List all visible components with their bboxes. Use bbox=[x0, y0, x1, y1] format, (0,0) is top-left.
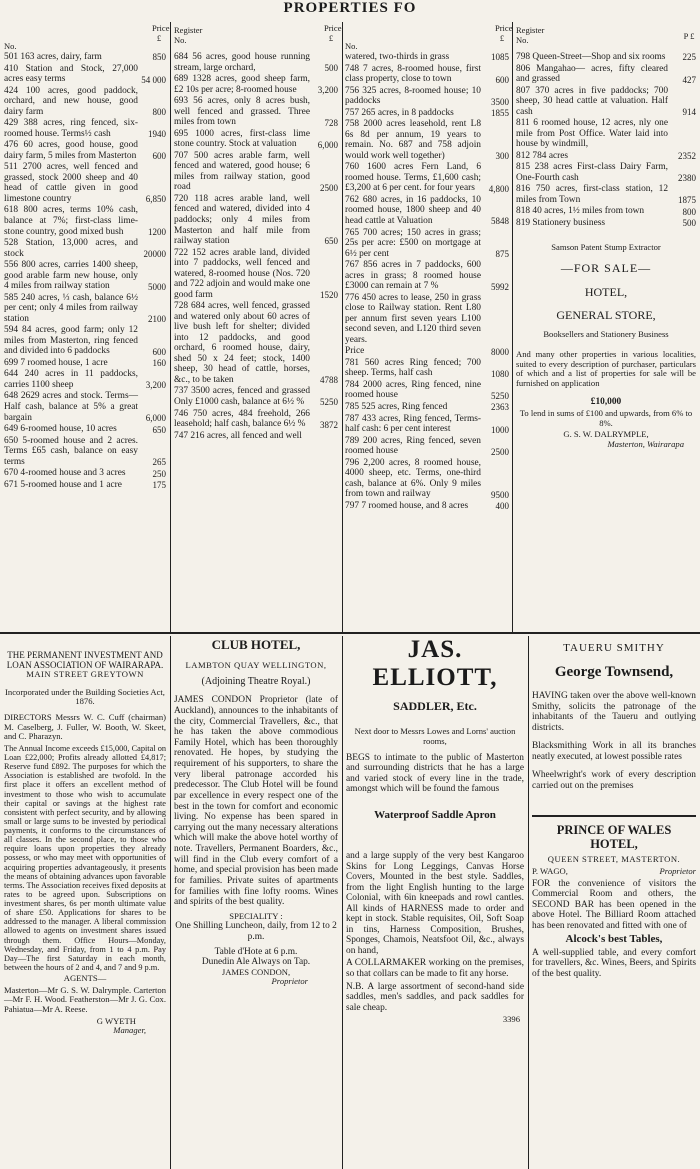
property-description: 500 acres arable farm, well fenced and watered, good house; 6 miles from railway station, good road bbox=[174, 150, 310, 193]
property-price: 5848 bbox=[491, 216, 509, 227]
property-number: 650 bbox=[4, 435, 19, 446]
property-item bbox=[516, 64, 696, 85]
property-price: 20000 bbox=[143, 249, 166, 260]
column-rule bbox=[512, 22, 513, 632]
property-price: 175 bbox=[152, 480, 166, 491]
hotel-alcock: Alcock's best Tables, bbox=[565, 933, 663, 946]
property-price: 2500 bbox=[320, 182, 338, 193]
ad-adjoining: (Adjoining Theatre Royal.) bbox=[201, 676, 311, 688]
property-item bbox=[516, 118, 696, 150]
col-no-header: Register No. bbox=[174, 25, 203, 45]
hotel-title: PRINCE OF WALES HOTEL, bbox=[556, 823, 672, 852]
property-description: 7 roomed house, and 8 acres bbox=[361, 500, 469, 511]
property-description: 2000 acres, Ring fenced, nine roomed house bbox=[345, 379, 482, 401]
property-description: 240 acres in 11 paddocks, carries 1100 sheep bbox=[4, 369, 139, 390]
property-price: 5000 bbox=[148, 281, 166, 292]
property-number: 781 bbox=[345, 357, 360, 368]
property-number: 699 bbox=[4, 357, 19, 368]
property-price: 650 bbox=[324, 236, 338, 247]
property-price: 2352 bbox=[678, 151, 696, 162]
property-price: 400 bbox=[495, 501, 509, 512]
property-price: 800 bbox=[682, 206, 696, 217]
col-no-header: No. bbox=[4, 41, 17, 51]
property-description: 7 acres, 8-roomed house, first class property, close to town bbox=[345, 63, 481, 85]
col-price-header: Price £ bbox=[495, 23, 513, 43]
property-number: 649 bbox=[4, 424, 19, 435]
property-price: 850 bbox=[152, 52, 166, 63]
property-item bbox=[345, 380, 509, 401]
property-number: 501 bbox=[4, 52, 19, 62]
ad-speciality: One Shilling Luncheon, daily, from 12 to 2 p.m. bbox=[175, 921, 337, 943]
property-description: Price bbox=[345, 346, 365, 357]
property-description: 680 acres, in 16 paddocks, 10 roomed house, 1800 sheep and 40 head cattle at Valuation bbox=[345, 194, 481, 226]
property-item bbox=[345, 346, 509, 357]
property-number: 689 bbox=[174, 74, 189, 85]
property-number: 748 bbox=[345, 63, 360, 74]
col-no-header: Register No. bbox=[516, 25, 545, 45]
proprietor-role: Proprietor bbox=[659, 865, 696, 876]
property-number: 776 bbox=[345, 292, 360, 303]
property-description: 240 acres, ⅓ cash, balance 6½ per cent; only 4 miles from railway station bbox=[4, 292, 138, 324]
property-price: 300 bbox=[495, 151, 509, 162]
col-price-header: P £ bbox=[683, 31, 695, 41]
ad-directors: DIRECTORS Messrs W. C. Cuff (chairman) M. Caselberg, J. Fuller, W. Booth, W. Skeet, and C. Pharazyn. bbox=[4, 712, 166, 742]
col-price-header: Price £ bbox=[324, 23, 342, 43]
property-item bbox=[4, 162, 166, 204]
hotel-proprietor bbox=[532, 867, 696, 877]
property-number: 787 bbox=[345, 413, 360, 424]
booksellers-text: Booksellers and Stationery Business bbox=[543, 329, 669, 340]
ad-signer-role: Proprietor bbox=[271, 976, 308, 987]
other-properties-text: And many other properties in various localities, suited to every description of purchaser, particulars of which and a list of properties for sale will be furnished on application bbox=[516, 349, 696, 388]
ad-signer: JAMES CONDON, bbox=[221, 966, 291, 977]
hotel-address: QUEEN STREET, MASTERTON. bbox=[547, 854, 681, 865]
property-item bbox=[345, 293, 509, 346]
property-number: 720 bbox=[174, 193, 189, 204]
property-description: 265 acres, in 8 paddocks bbox=[361, 107, 454, 118]
property-item bbox=[4, 480, 166, 491]
ad-collarmaker: A COLLARMAKER working on the premises, so that collars can be made to fit any horse. bbox=[346, 958, 524, 979]
listings-column-3 bbox=[345, 18, 513, 512]
property-number: 806 bbox=[516, 63, 531, 74]
property-number: 789 bbox=[345, 435, 360, 446]
property-description: 5-roomed house and 2 acres. Terms £65 cash, balance on easy terms bbox=[4, 435, 138, 467]
ad-body: and a large supply of the very best Kangaroo Skins for Long Leggings, Canvas Horse Covers, Mounted in the best style. Saddles, from the light English hunting to the large Colonial, with 6in kneepads and rowl cantles. All kinds of HARNESS made to order and kept in stock. Stable requisites, Oil, Soft Soap in tins, Harness Composition, Brushes, Sponges, Chamois, Neatsfoot Oil, &c., always on hand, bbox=[346, 851, 524, 956]
property-number: 767 bbox=[345, 260, 360, 271]
property-number: 695 bbox=[174, 128, 189, 139]
ad-agents: Masterton—Mr G. S. W. Dalrymple. Carterton—Mr F. H. Wood. Featherston—Mr J. G. Cox. Pahiatua—Mr A. Reese. bbox=[4, 984, 166, 1014]
property-item bbox=[516, 162, 696, 183]
property-price: 5250 bbox=[491, 390, 509, 401]
property-item bbox=[174, 248, 338, 301]
property-item bbox=[4, 118, 166, 139]
hotel-body-2: A well-supplied table, and every comfort for travellers, &c. Wines, Beers, and Spirits of the best quality. bbox=[532, 947, 696, 979]
property-item bbox=[4, 205, 166, 237]
property-item bbox=[345, 108, 509, 119]
property-number: 670 bbox=[4, 468, 19, 479]
listings-column-1 bbox=[4, 18, 170, 491]
property-description: Mangahao— acres, fifty cleared and grassed bbox=[516, 63, 668, 85]
column-rule bbox=[342, 22, 343, 632]
hotel-body: FOR the convenience of visitors the Commercial Room and others, the SECOND BAR has been opened in the above Hotel. The Billiard Room attached has been renovated and fitted with one of bbox=[532, 878, 696, 931]
property-number: 784 bbox=[345, 379, 360, 390]
ad-next-door: Next door to Messrs Lowes and Lorns' auction rooms, bbox=[354, 726, 516, 747]
property-item bbox=[174, 96, 338, 128]
investment-association-ad bbox=[4, 636, 166, 1166]
property-description: 216 acres, all fenced and well bbox=[190, 430, 302, 441]
column-rule bbox=[170, 22, 171, 632]
property-description: 2000 acres leasehold, rent L8 6s 8d per annum, 19 years to remain. No. 687 and 758 adjoin would work well together) bbox=[345, 119, 482, 161]
listings-column-2 bbox=[174, 18, 342, 442]
property-item bbox=[345, 64, 509, 85]
column-rule bbox=[170, 636, 171, 1169]
property-description: 370 acres in five paddocks; 700 sheep, 30 head cattle at valuation. Half cash bbox=[516, 85, 669, 117]
property-description: 2700 acres, well fenced and grassed, stock 2000 sheep and 40 head of cattle given in good limestone country bbox=[4, 162, 138, 204]
property-number: 476 bbox=[4, 140, 19, 151]
property-description: 60 acres, good house, good dairy farm, 5 miles from Masterton bbox=[4, 140, 138, 161]
ad-nb: N.B. A large assortment of second-hand side saddles, men's saddles, and pack saddles for sale cheap. bbox=[346, 981, 524, 1013]
property-price: 8000 bbox=[491, 346, 509, 357]
property-description: 525 acres, Ring fenced bbox=[361, 402, 448, 412]
property-item bbox=[4, 468, 166, 479]
property-description: 1600 acres Fern Land, 6 roomed house. Terms, £1,600 cash; £3,200 at 6 per cent. for four years bbox=[345, 162, 482, 194]
property-number: 728 bbox=[174, 301, 189, 312]
property-price: 1000 bbox=[491, 424, 509, 435]
property-price: 6,000 bbox=[145, 412, 166, 423]
property-description: 856 acres in 7 paddocks, 600 acres in grass; 8 roomed house £3000 can remain at 7 % bbox=[345, 260, 481, 292]
property-item bbox=[345, 458, 509, 500]
property-price: 3,200 bbox=[145, 380, 166, 391]
property-description: 84 acres, good farm; only 12 miles from Masterton, ring fenced and divided into 6 paddocks bbox=[4, 325, 138, 357]
property-number: 819 bbox=[516, 217, 531, 228]
ad-agents-heading: AGENTS— bbox=[63, 973, 107, 984]
property-description: 56 acres, good house running stream, large orchard, bbox=[174, 52, 310, 73]
property-number: 511 bbox=[4, 162, 18, 173]
property-price: 1085 bbox=[491, 52, 509, 63]
ad-title: CLUB HOTEL, bbox=[211, 637, 301, 652]
property-item bbox=[174, 52, 338, 73]
hotel-heading: HOTEL, bbox=[584, 284, 628, 299]
property-item bbox=[345, 501, 509, 512]
property-description: 700 acres; 150 acres in grass; 25s per acre: £500 on mortgage at 6½ per cent bbox=[345, 227, 481, 259]
property-description: 750 acres, first-class station, 12 miles from Town bbox=[516, 184, 669, 205]
property-description: 118 acres arable land, well fenced and watered, divided into 4 paddocks; only 4 miles from Masterton and half mile from railway station bbox=[174, 193, 310, 247]
property-price: 500 bbox=[324, 62, 338, 73]
ad-body-2: Blacksmithing Work in all its branches neatly executed, at lowest possible rates bbox=[532, 741, 696, 762]
property-number: 707 bbox=[174, 150, 189, 161]
property-price: 500 bbox=[682, 218, 696, 229]
property-price: 265 bbox=[152, 457, 166, 468]
property-description: 6 roomed house, 12 acres, nly one mile from Post Office. Water laid into house by windmill, bbox=[516, 118, 669, 150]
property-item bbox=[345, 86, 509, 107]
property-price: 225 bbox=[682, 52, 696, 63]
property-number: 812 bbox=[516, 150, 531, 161]
property-item bbox=[516, 52, 696, 63]
property-number: 815 bbox=[516, 162, 531, 173]
property-description: 560 acres Ring fenced; 700 sheep. Terms, half cash bbox=[345, 357, 481, 379]
listings-column-4 bbox=[516, 18, 696, 450]
property-number: 556 bbox=[4, 260, 19, 271]
property-description: 2,200 acres, 8 roomed house, 4000 sheep, etc. Terms, one-third cash, balance at 6%. Only 9 miles from town and railway bbox=[345, 457, 482, 500]
property-number: 811 bbox=[516, 118, 530, 129]
property-price: 6,000 bbox=[317, 139, 338, 150]
property-description: 152 acres arable land, divided into 7 paddocks, well fenced and watered, 8-roomed house (Nos. 720 and 722 adjoin and would make one good farm bbox=[174, 247, 310, 300]
property-item bbox=[516, 151, 696, 162]
property-item bbox=[345, 436, 509, 457]
agent-place: Masterton, Wairarapa bbox=[607, 438, 684, 449]
property-number: 816 bbox=[516, 184, 531, 195]
property-number: 760 bbox=[345, 162, 360, 173]
ad-body-1: HAVING taken over the above well-known Smithy, solicits the patronage of the inhabitants of the Taueru and outlying districts. bbox=[532, 691, 696, 733]
property-description: Queen-Street—Shop and six rooms bbox=[532, 52, 666, 62]
property-description: Stationery business bbox=[532, 217, 606, 228]
property-item bbox=[516, 86, 696, 118]
property-number: 785 bbox=[345, 402, 360, 412]
property-number: 757 bbox=[345, 107, 360, 118]
property-price: 4788 bbox=[320, 375, 338, 386]
proprietor-name: P. WAGO, bbox=[532, 865, 568, 876]
ad-divider bbox=[532, 815, 696, 817]
property-description: 1328 acres, good sheep farm, £2 10s per acre; 8-roomed house bbox=[174, 74, 311, 95]
property-description: 325 acres, 8-roomed house; 10 paddocks bbox=[345, 85, 481, 107]
property-price: 3872 bbox=[320, 419, 338, 430]
section-divider bbox=[0, 632, 700, 634]
col-price-header: Price £ bbox=[152, 23, 170, 43]
property-number: 429 bbox=[4, 118, 19, 129]
property-description: 100 acres, good paddock, orchard, and new house, good dairy farm bbox=[4, 85, 139, 117]
property-number: 594 bbox=[4, 325, 19, 336]
property-number: 796 bbox=[345, 457, 360, 468]
property-number: 671 bbox=[4, 479, 19, 490]
ad-address: MAIN STREET GREYTOWN bbox=[26, 669, 144, 680]
property-price: 427 bbox=[682, 74, 696, 85]
property-item bbox=[174, 129, 338, 150]
property-item bbox=[345, 52, 509, 63]
property-price: 54 000 bbox=[141, 74, 166, 85]
property-description: 5-roomed house and 1 acre bbox=[20, 479, 122, 490]
club-hotel-ad bbox=[174, 636, 338, 1166]
stump-extractor: Samson Patent Stump Extractor bbox=[551, 241, 661, 252]
property-number: 756 bbox=[345, 85, 360, 96]
column-rule bbox=[528, 636, 529, 1169]
property-item bbox=[4, 325, 166, 357]
ad-begs: BEGS to intimate to the public of Masterton and surrounding districts that he has a large and varied stock of every line in the trade, amongst which will be found the famous bbox=[346, 752, 524, 795]
property-number: 722 bbox=[174, 247, 189, 258]
property-item bbox=[345, 162, 509, 194]
property-item bbox=[174, 431, 338, 442]
property-item bbox=[4, 358, 166, 369]
property-item bbox=[174, 194, 338, 247]
property-number: 644 bbox=[4, 369, 19, 380]
property-description: 684 acres, well fenced, grassed and watered only about 60 acres of live bush left for shelter; divided into 12 paddocks, and good orchard, 6 roomed house, dairy, shed 50 x 24 feet; stock, 1400 sheep, 30 head of cattle, horses, &c., to be taken bbox=[174, 301, 310, 385]
ad-table: Table d'Hote at 6 p.m. bbox=[214, 946, 298, 957]
property-description: 163 acres, dairy, farm bbox=[20, 52, 102, 62]
lend-amount: £10,000 bbox=[590, 396, 622, 407]
property-description: 450 acres to lease, 250 in grass close to Railway station. Rent L80 per annum first seven years L100 second seven, and L120 third seven years. bbox=[345, 292, 482, 345]
property-number: 618 bbox=[4, 205, 19, 216]
property-description: Station and Stock, 27,000 acres easy terms bbox=[4, 63, 138, 85]
property-number: 746 bbox=[174, 408, 189, 419]
ad-ref: 3396 bbox=[502, 1014, 520, 1025]
property-number: 797 bbox=[345, 500, 360, 511]
ad-title: TAUERU SMITHY bbox=[563, 642, 665, 654]
property-price: 650 bbox=[152, 424, 166, 435]
property-price: 4,800 bbox=[488, 183, 509, 194]
property-price: 1855 bbox=[491, 108, 509, 119]
property-description: 800 acres, terms 10% cash, balance at 7%; first-class lime-stone country, good mixed bush bbox=[4, 205, 138, 237]
property-item bbox=[345, 414, 509, 435]
ad-signer-role: Manager, bbox=[113, 1025, 146, 1036]
agent-name: G. S. W. DALRYMPLE, bbox=[563, 429, 649, 440]
property-item bbox=[4, 140, 166, 161]
property-item bbox=[4, 238, 166, 259]
property-item bbox=[4, 86, 166, 118]
property-price: 9500 bbox=[491, 489, 509, 500]
property-number: 528 bbox=[4, 238, 19, 249]
property-description: 238 acres First-class Dairy Farm, One-Fourth cash bbox=[516, 162, 669, 183]
ad-incorporated: Incorporated under the Building Societies Act, 1876. bbox=[5, 686, 165, 707]
ad-speciality-heading: SPECIALITY : bbox=[229, 910, 283, 921]
property-description: 3500 acres, fenced and grassed Only £1000 cash, balance at 6½ % bbox=[174, 386, 311, 407]
jas-elliott-ad bbox=[346, 636, 524, 1166]
for-sale-heading: —FOR SALE— bbox=[560, 261, 652, 276]
property-price: 800 bbox=[152, 107, 166, 118]
property-item bbox=[4, 436, 166, 468]
property-description: 56 acres, only 8 acres bush, well fenced and grassed. Three miles from town bbox=[174, 96, 311, 128]
property-item bbox=[4, 369, 166, 390]
property-price: 5992 bbox=[491, 281, 509, 292]
property-price: 1080 bbox=[491, 368, 509, 379]
property-number: 585 bbox=[4, 292, 19, 303]
property-description: 6-roomed house, 10 acres bbox=[20, 424, 117, 435]
property-price: 3500 bbox=[491, 96, 509, 107]
property-description: 7 roomed house, 1 acre bbox=[20, 357, 108, 368]
property-item bbox=[174, 151, 338, 193]
property-price: 3,200 bbox=[317, 85, 338, 96]
property-price: 875 bbox=[495, 249, 509, 260]
ad-body-3: Wheelwright's work of every description carried out on the premises bbox=[532, 770, 696, 791]
general-store-heading: GENERAL STORE, bbox=[556, 308, 656, 322]
property-number: 807 bbox=[516, 85, 531, 96]
lend-text: To lend in sums of £100 and upwards, from 6% to 8%. bbox=[519, 408, 693, 428]
property-description: 388 acres, ring fenced, six-roomed house. Terms½ cash bbox=[4, 118, 138, 139]
property-price: 1940 bbox=[148, 129, 166, 140]
ad-body: JAMES CONDON Proprietor (late of Auckland), announces to the inhabitants of the city, Commercial Travellers, &c., that he has taken the above commodious Family Hotel, which has been thoroughly renovated. He hopes, by studying the requirement of his supporters, to share the very liberal patronage accorded his predecessor. The Club Hotel will be found par excellence in every respect one of the best in the town for comfort and economic living. No expense has been spared in carrying out the many necessary alterations which will make the above hotel worthy of note. Travellers, Permanent Boarders, &c., will find in the Club every comfort of a home, and special provision has been made for families. Private suites of apartments for families with fine lofty rooms. Wines and spirits of the best quality. bbox=[174, 695, 338, 908]
ad-subtitle: SADDLER, Etc. bbox=[393, 699, 477, 713]
property-number: 765 bbox=[345, 227, 360, 238]
property-price: 1875 bbox=[678, 195, 696, 206]
property-price: 600 bbox=[152, 346, 166, 357]
property-description: 433 acres, Ring fenced, Terms-half cash: 6 per cent interest bbox=[345, 413, 482, 435]
property-item bbox=[4, 52, 166, 63]
property-description: 1000 acres, first-class lime stone country. Stock at valuation bbox=[174, 128, 310, 150]
property-price: 600 bbox=[495, 74, 509, 85]
property-price: 1200 bbox=[148, 226, 166, 237]
property-item bbox=[345, 358, 509, 379]
ad-waterproof: Waterproof Saddle Apron bbox=[374, 808, 496, 821]
column-rule bbox=[342, 636, 343, 1169]
property-price: 2100 bbox=[148, 314, 166, 325]
property-number: 737 bbox=[174, 386, 189, 397]
property-number: 410 bbox=[4, 63, 19, 74]
property-list bbox=[174, 52, 338, 441]
property-item bbox=[516, 206, 696, 217]
property-item bbox=[345, 228, 509, 260]
property-price: 2500 bbox=[491, 446, 509, 457]
property-number: 798 bbox=[516, 52, 531, 62]
property-number: 747 bbox=[174, 430, 189, 441]
property-item bbox=[4, 391, 166, 423]
property-item bbox=[516, 184, 696, 205]
property-item bbox=[4, 260, 166, 292]
property-description: 40 acres, 1½ miles from town bbox=[532, 206, 645, 217]
property-description: Station, 13,000 acres, and stock bbox=[4, 238, 138, 259]
property-price: 6,850 bbox=[145, 194, 166, 205]
property-description: 200 acres, Ring fenced, seven roomed house bbox=[345, 435, 481, 457]
taueru-smithy-ad bbox=[532, 636, 696, 1166]
property-list bbox=[516, 52, 696, 229]
property-list bbox=[4, 52, 166, 490]
property-item bbox=[174, 301, 338, 385]
property-number: 762 bbox=[345, 194, 360, 205]
property-item bbox=[4, 64, 166, 85]
property-description: 800 acres, carries 1400 sheep, good arable farm new house, only 4 miles from railway station bbox=[4, 260, 138, 292]
property-price: 914 bbox=[682, 107, 696, 118]
property-number: 693 bbox=[174, 96, 189, 107]
property-number: 684 bbox=[174, 52, 189, 62]
property-item bbox=[174, 386, 338, 407]
ad-name: George Townsend, bbox=[554, 664, 674, 681]
property-description: 750 acres, 484 freehold, 266 leasehold; half cash, balance 6½ % bbox=[174, 408, 310, 430]
property-description: 2629 acres and stock. Terms—Half cash, balance at 5% a great bargain bbox=[4, 391, 138, 423]
property-price: 250 bbox=[152, 468, 166, 479]
property-price: 600 bbox=[152, 151, 166, 162]
property-price: 728 bbox=[324, 117, 338, 128]
property-item bbox=[4, 293, 166, 325]
property-item bbox=[516, 218, 696, 229]
property-item bbox=[345, 260, 509, 292]
ad-title: JAS. ELLIOTT, bbox=[372, 636, 498, 691]
property-item bbox=[174, 409, 338, 430]
property-price: 1520 bbox=[320, 290, 338, 301]
property-price: 2380 bbox=[678, 173, 696, 184]
property-price: 5250 bbox=[320, 397, 338, 408]
property-description: watered, two-thirds in grass bbox=[345, 52, 450, 62]
property-description: 784 acres bbox=[532, 150, 569, 161]
property-price: 2363 bbox=[491, 402, 509, 413]
property-price: 160 bbox=[152, 358, 166, 369]
ad-ale: Dunedin Ale Always on Tap. bbox=[201, 957, 311, 968]
property-number: 758 bbox=[345, 119, 360, 130]
property-description: 4-roomed house and 3 acres bbox=[20, 468, 126, 479]
property-list bbox=[345, 52, 509, 511]
ad-address: LAMBTON QUAY WELLINGTON, bbox=[185, 659, 327, 670]
property-item bbox=[345, 119, 509, 161]
ad-body: The Annual Income exceeds £15,000, Capital on Loan £22,000; Profits already allotted £4,817; Reserve fund £892. The purposes for which the Association is established are twofold. In the first place it offers an excellent method of investment to those who wish to accumulate their capital or savings at the highest rate consistent with perfect security, and by allowing small or large sums to be invested by periodical payments, it conforms to the circumstances of all classes. In the second place, to those who require loans upon properties they already possess, or who may meet with opportunities of acquiring properties advantageously, it presents the means of obtaining advances upon favorable terms. The Association receives fixed deposits at rates to be agreed upon. Subscriptions on investment shares, 6s per month ultimate value of share £50. Applications for shares to be addressed to the manager. A liberal commission allowed to agents on investment shares issued through them. Office Hours—Monday, Wednesday, and Friday, from 1 to 4 p.m. Pay Day—The first Saturday in each month, between the hours of 2 and 4, and 7 and 9 p.m. bbox=[4, 743, 166, 972]
property-item bbox=[4, 424, 166, 435]
property-item bbox=[345, 402, 509, 413]
property-number: 424 bbox=[4, 85, 19, 96]
property-number: 648 bbox=[4, 391, 19, 402]
property-item bbox=[174, 74, 338, 95]
ad-title: THE PERMANENT INVESTMENT AND LOAN ASSOCIATION OF WAIRARAPA. bbox=[6, 650, 164, 671]
page-title: PROPERTIES FO bbox=[283, 0, 417, 16]
col-no-header: No. bbox=[345, 41, 358, 51]
property-item bbox=[345, 195, 509, 227]
property-number: 818 bbox=[516, 206, 531, 217]
ad-signer: G WYETH bbox=[96, 1015, 136, 1026]
